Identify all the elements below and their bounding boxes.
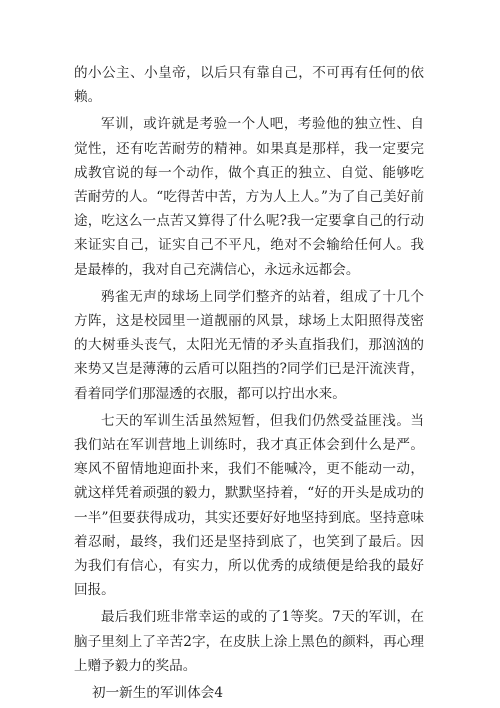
paragraph-class-award: 最后我们班非常幸运的或的了1等奖。7天的军训，在脑子里刻上了辛苦2字，在皮肤上涂上黑色的颜料，再心理上赠予毅力的奖品。 xyxy=(74,609,424,674)
section-heading: 初一新生的军训体会4 xyxy=(92,685,223,702)
paragraph-playground-scene: 鸦雀无声的球场上同学们整齐的站着，组成了十几个方阵，这是校园里一道靓丽的风景，球场上太阳照得茂密的大树垂头丧气，太阳光无情的矛头直指我们，那汹汹的来势又岂是薄薄的云盾可以阻挡的?同学们已是汗流浃背，看着同学们那湿透的衣服，都可以拧出水来。 xyxy=(74,288,424,402)
paragraph-seven-days: 七天的军训生活虽然短暂，但我们仍然受益匪浅。当我们站在军训营地上训练时，我才真正体会到什么是严。寒风不留情地迎面扑来，我们不能喊冷，更不能动一动，就这样凭着顽强的毅力，默默坚持着，“好的开头是成功的一半”但要获得成功，其实还要好好地坚持到底。坚持意味着忍耐，最终，我们还是坚持到底了，也笑到了最后。因为我们有信心，有实力，所以优秀的成绩便是给我的最好回报。 xyxy=(74,412,424,599)
document-body xyxy=(74,61,424,708)
paragraph-continuation: 的小公主、小皇帝，以后只有靠自己，不可再有任何的依赖。 xyxy=(74,65,424,106)
paragraph-military-training-test: 军训，或许就是考验一个人吧，考验他的独立性、自觉性，还有吃苦耐劳的精神。如果真是那样，我一定要完成教官说的每一个动作，做个真正的独立、自觉、能够吃苦耐劳的人。“吃得苦中苦，方为人上人。”为了自己美好前途，吃这么一点苦又算得了什么呢?我一定要拿自己的行动来证实自己，证实自己不平凡，绝对不会输给任何人。我是最棒的，我对自己充满信心，永远永远都会。 xyxy=(74,116,424,278)
